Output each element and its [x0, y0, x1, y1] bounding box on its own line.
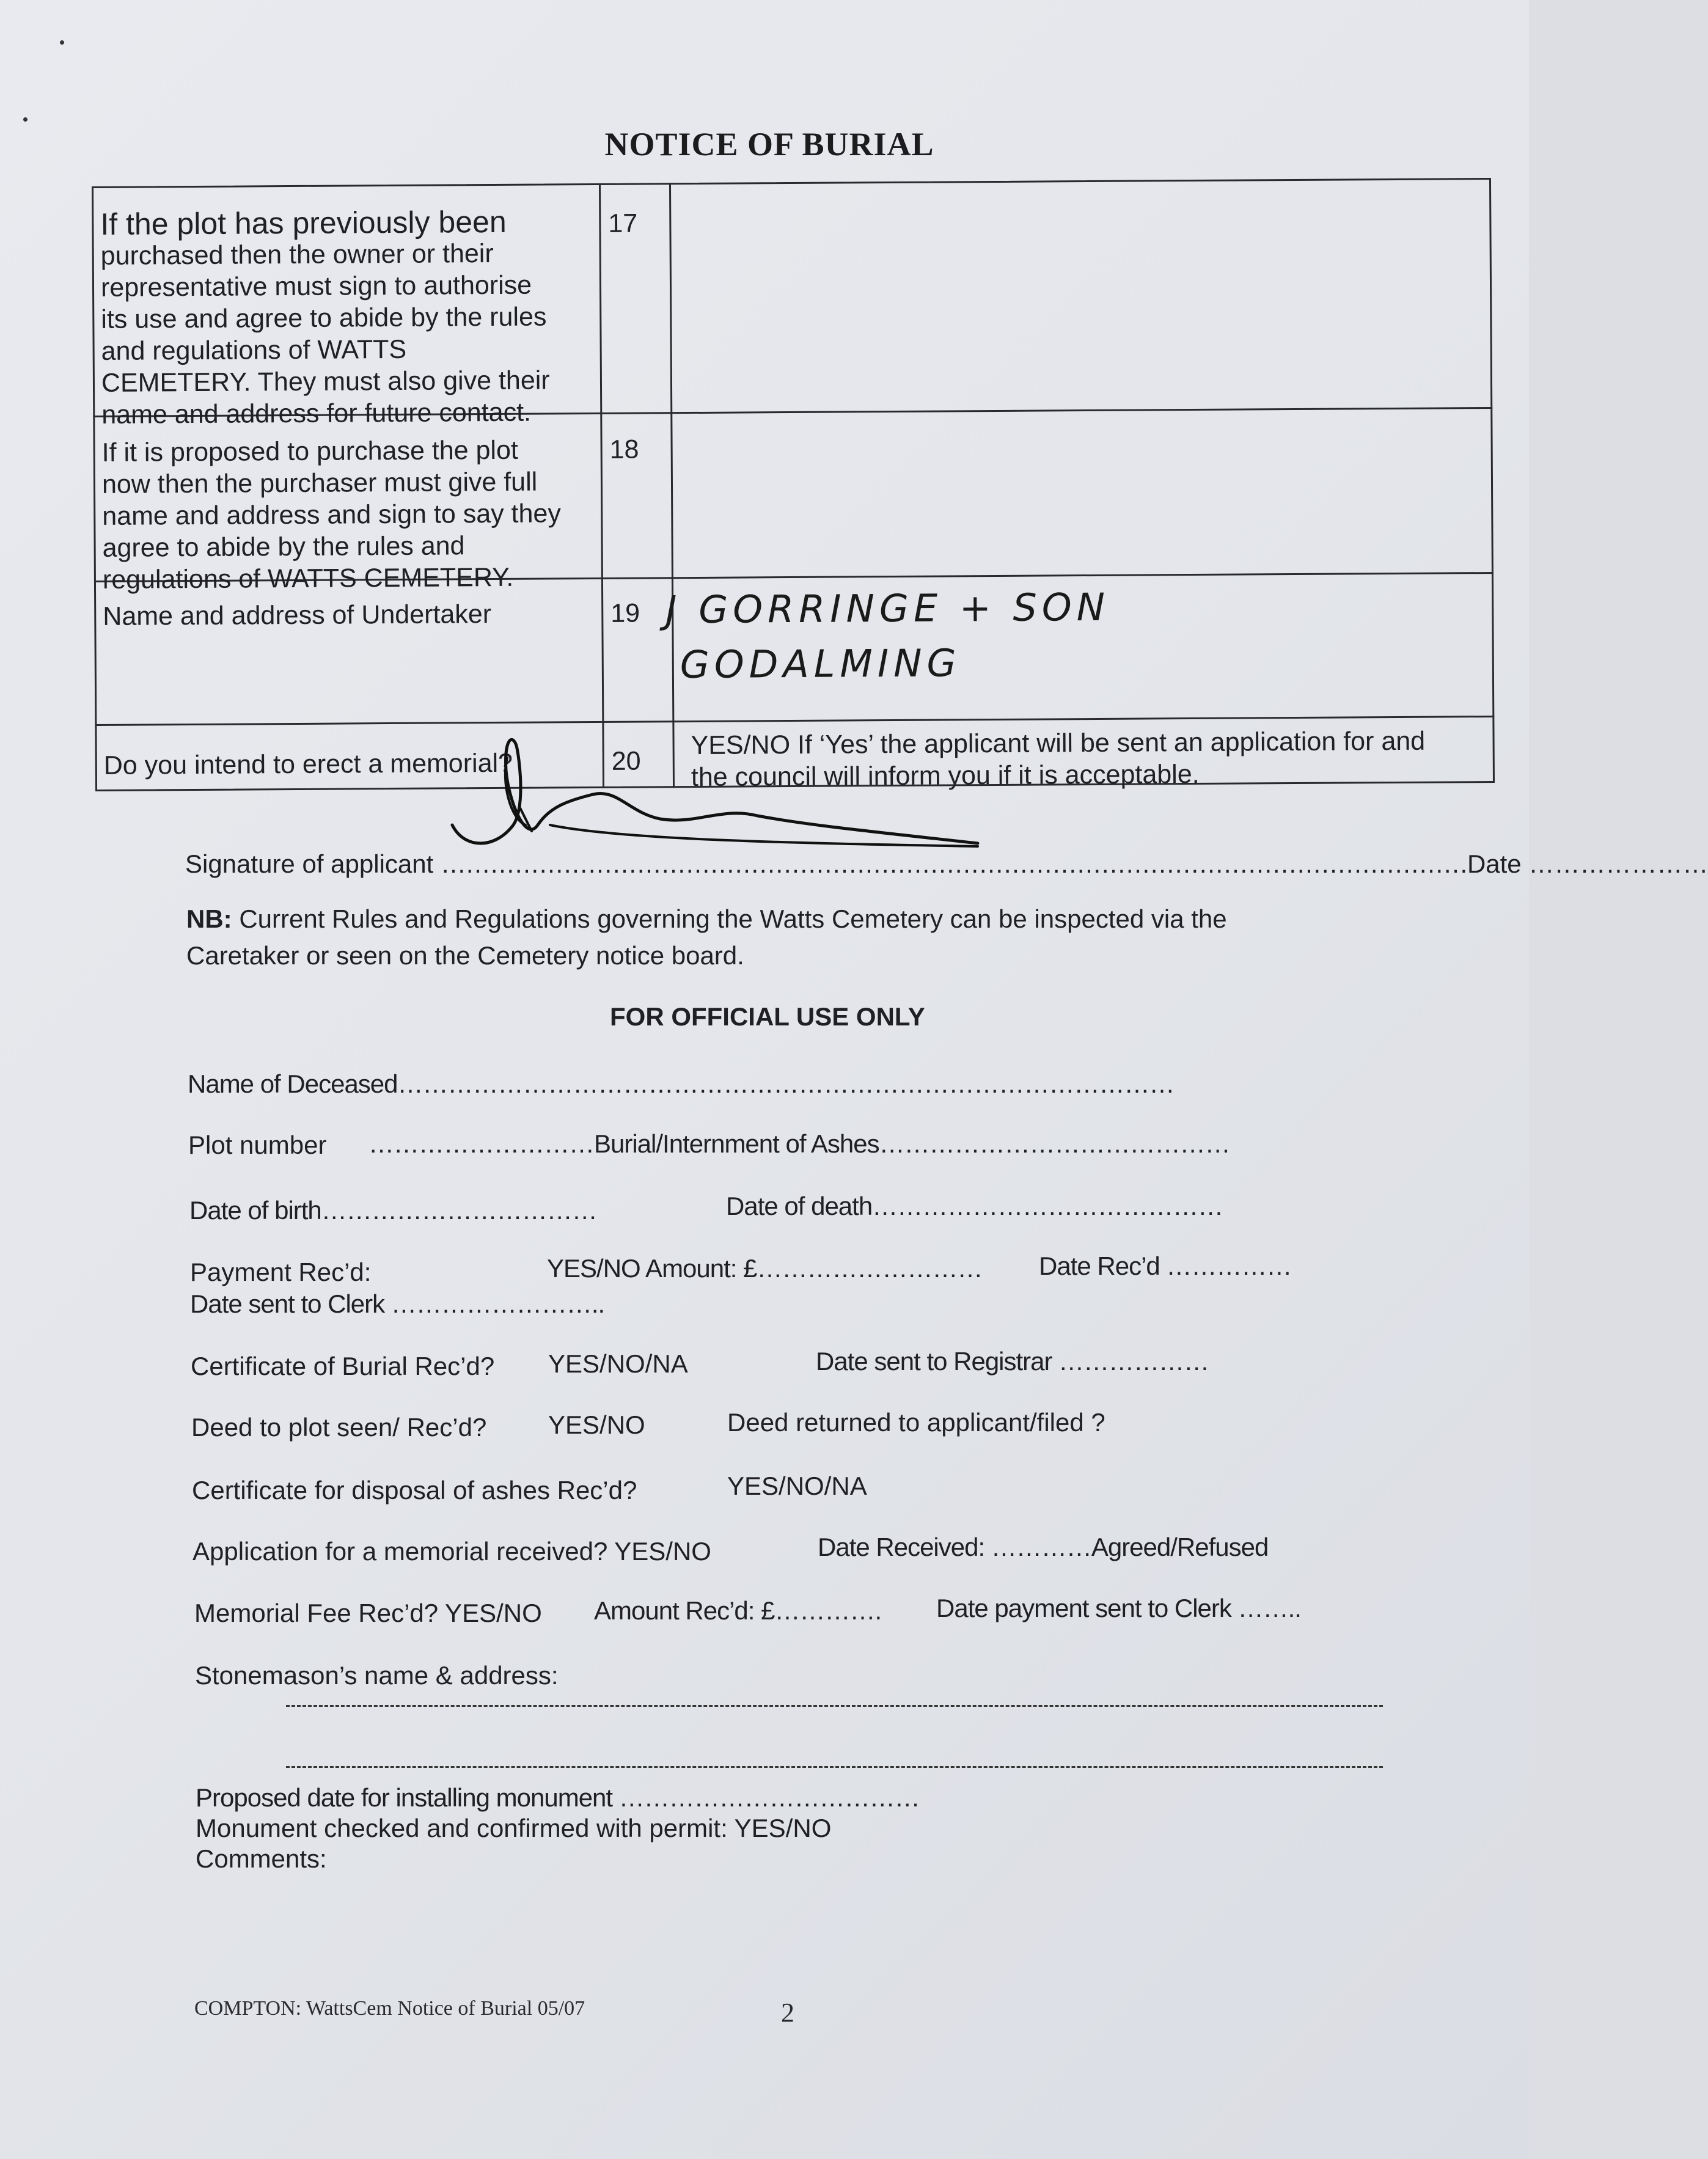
- label-line: Do you intend to erect a memorial?: [103, 748, 513, 780]
- signature-dots[interactable]: ………………………………………………………………………………………………………………: [440, 849, 1467, 878]
- payment-label: Payment Rec’d:: [190, 1258, 372, 1286]
- row-number: 20: [611, 746, 641, 776]
- signature-line: [185, 849, 1708, 879]
- label-line: representative must sign to authorise: [100, 270, 532, 302]
- memorial-payment-clerk[interactable]: Date payment sent to Clerk ……..: [936, 1594, 1301, 1622]
- row-19-label: [103, 598, 491, 632]
- date-sent-to-registrar[interactable]: Date sent to Registrar ………………: [816, 1347, 1209, 1376]
- proposed-date[interactable]: Proposed date for installing monument ………………………………: [196, 1783, 920, 1812]
- handwritten-undertaker-line: GODALMING: [680, 640, 961, 687]
- label-line: If it is proposed to purchase the plot: [101, 435, 519, 467]
- label-line: name and address and sign to say they: [102, 499, 562, 531]
- page-number: 2: [781, 1998, 794, 2028]
- row-number: 18: [609, 434, 639, 464]
- row-17-value[interactable]: [687, 202, 1477, 403]
- label-line: If the plot has previously been: [100, 204, 507, 241]
- plot-number-label: Plot number: [188, 1131, 327, 1159]
- stonemason-line[interactable]: [286, 1705, 1383, 1707]
- label-line: CEMETERY. They must also give their: [101, 365, 550, 398]
- certificate-of-burial-label: Certificate of Burial Rec’d?: [191, 1352, 495, 1380]
- signature-label: Signature of applicant: [185, 849, 434, 878]
- label-line: name and address for future contact.: [101, 397, 532, 430]
- paper-speck: [60, 40, 64, 45]
- name-of-deceased[interactable]: Name of Deceased…………………………………………………………………………………: [188, 1069, 1175, 1098]
- date-of-birth[interactable]: Date of birth……………………………: [189, 1196, 597, 1225]
- stonemason-label: Stonemason’s name & address:: [195, 1661, 559, 1690]
- paper-speck: [23, 117, 27, 122]
- row-number: 17: [608, 208, 638, 238]
- text-line: the council will inform you if it is acceptable.: [691, 759, 1200, 793]
- date-of-death[interactable]: Date of death……………………………………: [726, 1192, 1223, 1220]
- label-line: Name and address of Undertaker: [103, 599, 492, 631]
- text-line: YES/NO If ‘Yes’ the applicant will be sent an application for and: [691, 726, 1426, 761]
- memorial-application[interactable]: Application for a memorial received? YES/NO: [192, 1537, 711, 1566]
- nb-text: Current Rules and Regulations governing the Watts Cemetery can be inspected via the: [232, 904, 1227, 933]
- row-17-label: [100, 205, 550, 430]
- signature-date[interactable]: Date …………………: [1467, 849, 1708, 878]
- footer-text: COMPTON: WattsCem Notice of Burial 05/07: [194, 1997, 585, 2020]
- row-18-label: [102, 434, 562, 596]
- payment-date[interactable]: Date Rec’d ……………: [1039, 1252, 1292, 1280]
- nb-line-2: Caretaker or seen on the Cemetery notice board.: [186, 941, 744, 970]
- deed-seen-label: Deed to plot seen/ Rec’d?: [191, 1413, 487, 1442]
- certificate-ashes-options[interactable]: YES/NO/NA: [727, 1472, 867, 1500]
- stonemason-line[interactable]: [286, 1766, 1383, 1768]
- memorial-application-date[interactable]: Date Received: …………Agreed/Refused: [818, 1533, 1269, 1561]
- burial-details-table: [92, 178, 1495, 791]
- label-line: and regulations of WATTS: [101, 334, 407, 366]
- label-line: now then the purchaser must give full: [101, 467, 538, 499]
- handwritten-undertaker-line: J GORRINGE + SON: [665, 584, 1110, 632]
- plot-and-burial-fields[interactable]: ………………………Burial/Internment of Ashes……………………………………: [368, 1129, 1230, 1158]
- date-sent-to-clerk[interactable]: Date sent to Clerk ……………………..: [190, 1289, 605, 1318]
- label-line: agree to abide by the rules and: [102, 531, 465, 563]
- row-number: 19: [610, 598, 640, 628]
- payment-amount[interactable]: YES/NO Amount: £………………………: [547, 1254, 983, 1283]
- certificate-of-burial-options[interactable]: YES/NO/NA: [548, 1349, 688, 1378]
- nb-line-1: [186, 904, 1227, 934]
- deed-options[interactable]: YES/NO: [548, 1410, 645, 1439]
- monument-checked[interactable]: Monument checked and confirmed with permit: YES/NO: [196, 1814, 832, 1842]
- row-18-value[interactable]: [689, 422, 1478, 568]
- deed-returned: Deed returned to applicant/filed ?: [727, 1408, 1105, 1437]
- official-heading: FOR OFFICIAL USE ONLY: [610, 1002, 925, 1031]
- certificate-ashes-label: Certificate for disposal of ashes Rec’d?: [192, 1476, 637, 1505]
- comments-label: Comments:: [196, 1844, 327, 1873]
- memorial-amount[interactable]: Amount Rec’d: £………….: [594, 1596, 882, 1625]
- nb-prefix: NB:: [186, 904, 232, 933]
- page-title: NOTICE OF BURIAL: [604, 126, 934, 163]
- label-line: purchased then the owner or their: [100, 238, 494, 271]
- memorial-fee[interactable]: Memorial Fee Rec’d? YES/NO: [194, 1599, 542, 1627]
- label-line: its use and agree to abide by the rules: [101, 302, 547, 334]
- label-line: regulations of WATTS CEMETERY.: [102, 562, 514, 595]
